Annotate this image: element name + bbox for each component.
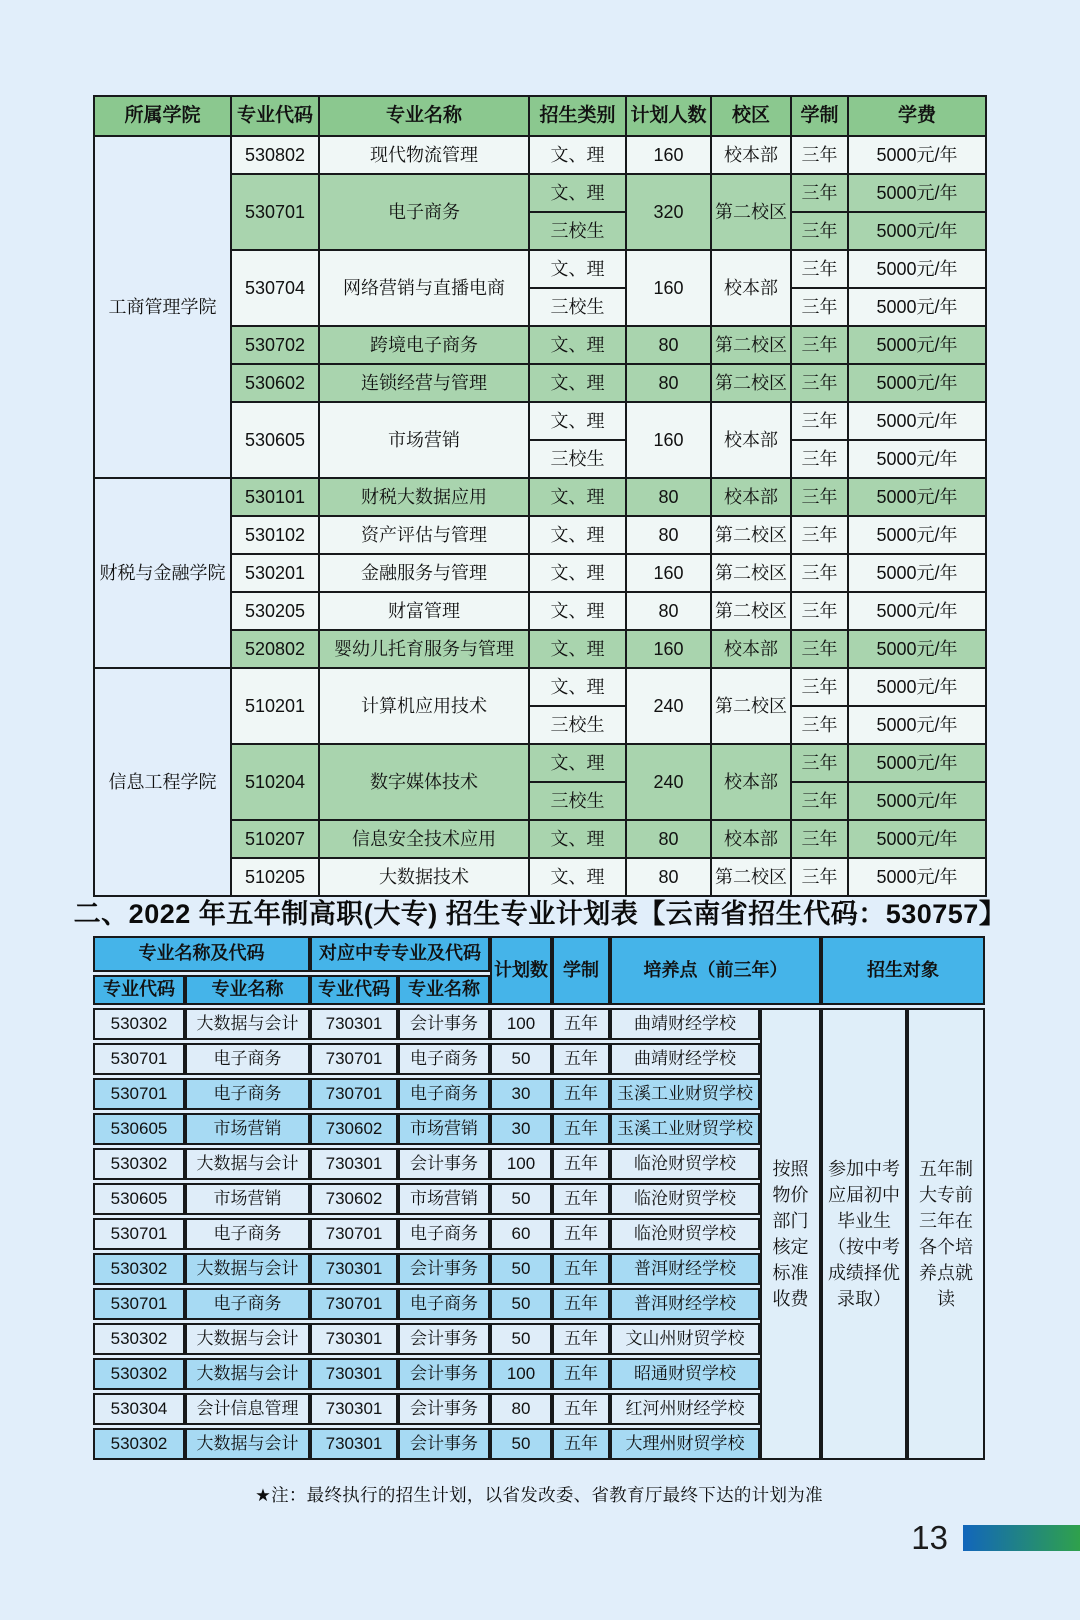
plan-count-cell: 100 [490,1008,552,1040]
major-name-cell: 大数据与会计 [185,1008,310,1040]
plan-count-cell: 100 [490,1358,552,1390]
duration-cell: 三年 [791,630,848,668]
secondary-code-cell: 730701 [310,1043,398,1075]
campus-cell: 第二校区 [711,174,791,250]
category-cell: 三校生 [529,288,626,326]
major-code-cell: 530304 [93,1393,185,1425]
campus-cell: 第二校区 [711,858,791,896]
category-cell: 文、理 [529,364,626,402]
duration-cell: 五年 [552,1148,610,1180]
campus-cell: 校本部 [711,630,791,668]
category-cell: 文、理 [529,592,626,630]
duration-cell: 三年 [791,858,848,896]
plan-count-cell: 50 [490,1323,552,1355]
major-code-cell: 530302 [93,1008,185,1040]
major-code-cell: 510207 [231,820,319,858]
secondary-code-cell: 730301 [310,1253,398,1285]
secondary-code-cell: 730602 [310,1113,398,1145]
major-code-cell: 530605 [93,1113,185,1145]
secondary-code-cell: 730301 [310,1358,398,1390]
category-cell: 文、理 [529,858,626,896]
major-name-cell: 电子商务 [185,1218,310,1250]
college-cell: 工商管理学院 [94,136,231,478]
duration-cell: 三年 [791,174,848,212]
major-name-cell: 财富管理 [319,592,529,630]
campus-cell: 校本部 [711,744,791,820]
major-name-cell: 信息安全技术应用 [319,820,529,858]
secondary-name-cell: 市场营销 [398,1113,490,1145]
major-name-cell: 连锁经营与管理 [319,364,529,402]
duration-cell: 五年 [552,1183,610,1215]
training-site-cell: 玉溪工业财贸学校 [610,1078,760,1110]
duration-cell: 三年 [791,592,848,630]
major-code-cell: 510204 [231,744,319,820]
duration-cell: 三年 [791,516,848,554]
t2-subheader-code: 专业代码 [93,975,185,1005]
plan-count-cell: 240 [626,668,711,744]
major-name-cell: 电子商务 [185,1288,310,1320]
secondary-code-cell: 730301 [310,1323,398,1355]
major-name-cell: 电子商务 [185,1078,310,1110]
major-code-cell: 530701 [93,1288,185,1320]
major-code-cell: 530201 [231,554,319,592]
category-cell: 三校生 [529,440,626,478]
tuition-cell: 5000元/年 [848,174,986,212]
tuition-cell: 5000元/年 [848,364,986,402]
duration-cell: 三年 [791,326,848,364]
t2-header-target: 招生对象 [821,936,985,1005]
secondary-code-cell: 730701 [310,1078,398,1110]
duration-cell: 五年 [552,1008,610,1040]
category-cell: 三校生 [529,706,626,744]
plan-count-cell: 160 [626,250,711,326]
plan-count-cell: 80 [626,478,711,516]
category-cell: 文、理 [529,630,626,668]
major-name-cell: 市场营销 [185,1183,310,1215]
category-cell: 文、理 [529,174,626,212]
secondary-name-cell: 电子商务 [398,1078,490,1110]
major-code-cell: 530802 [231,136,319,174]
duration-cell: 三年 [791,668,848,706]
plan-count-cell: 100 [490,1148,552,1180]
major-name-cell: 婴幼儿托育服务与管理 [319,630,529,668]
major-name-cell: 市场营销 [319,402,529,478]
training-site-cell: 曲靖财经学校 [610,1008,760,1040]
duration-cell: 五年 [552,1218,610,1250]
major-name-cell: 会计信息管理 [185,1393,310,1425]
t1-header-cell: 招生类别 [529,96,626,136]
t2-header-secondary-group: 对应中专专业及代码 [310,936,490,972]
tuition-cell: 5000元/年 [848,554,986,592]
plan-count-cell: 50 [490,1428,552,1460]
major-name-cell: 大数据与会计 [185,1358,310,1390]
three-year-plan-table [93,95,987,897]
major-name-cell: 大数据与会计 [185,1253,310,1285]
major-code-cell: 530701 [231,174,319,250]
tuition-cell: 5000元/年 [848,592,986,630]
duration-cell: 三年 [791,440,848,478]
major-code-cell: 530605 [231,402,319,478]
duration-cell: 三年 [791,706,848,744]
major-code-cell: 510201 [231,668,319,744]
t2-header-duration: 学制 [552,936,610,1005]
t2-header-plan: 计划数 [490,936,552,1005]
category-cell: 文、理 [529,478,626,516]
major-name-cell: 数字媒体技术 [319,744,529,820]
secondary-name-cell: 电子商务 [398,1218,490,1250]
t1-header-cell: 计划人数 [626,96,711,136]
table-row [94,136,986,174]
major-name-cell: 市场营销 [185,1113,310,1145]
tuition-cell: 5000元/年 [848,212,986,250]
t1-header-cell: 所属学院 [94,96,231,136]
plan-count-cell: 80 [490,1393,552,1425]
page-number: 13 [911,1519,948,1556]
training-site-cell: 红河州财经学校 [610,1393,760,1425]
t2-subheader-sec-name: 专业名称 [398,975,490,1005]
duration-cell: 三年 [791,212,848,250]
duration-cell: 五年 [552,1393,610,1425]
secondary-code-cell: 730701 [310,1218,398,1250]
category-cell: 文、理 [529,516,626,554]
t2-group-header-row [93,936,985,972]
plan-count-cell: 30 [490,1113,552,1145]
duration-cell: 三年 [791,250,848,288]
plan-count-cell: 80 [626,364,711,402]
secondary-name-cell: 会计事务 [398,1148,490,1180]
tuition-cell: 5000元/年 [848,706,986,744]
duration-cell: 三年 [791,364,848,402]
major-code-cell: 530605 [93,1183,185,1215]
category-cell: 文、理 [529,554,626,592]
tuition-cell: 5000元/年 [848,516,986,554]
campus-cell: 校本部 [711,478,791,516]
major-name-cell: 资产评估与管理 [319,516,529,554]
duration-cell: 三年 [791,744,848,782]
major-name-cell: 跨境电子商务 [319,326,529,364]
plan-count-cell: 80 [626,592,711,630]
major-name-cell: 网络营销与直播电商 [319,250,529,326]
category-cell: 文、理 [529,820,626,858]
target-note-cell: 五年制大专前三年在各个培养点就读 [907,1008,985,1460]
category-cell: 文、理 [529,136,626,174]
tuition-cell: 5000元/年 [848,630,986,668]
major-code-cell: 530302 [93,1148,185,1180]
category-cell: 文、理 [529,402,626,440]
major-name-cell: 金融服务与管理 [319,554,529,592]
secondary-code-cell: 730301 [310,1393,398,1425]
tuition-cell: 5000元/年 [848,478,986,516]
plan-count-cell: 80 [626,326,711,364]
major-code-cell: 530102 [231,516,319,554]
secondary-name-cell: 会计事务 [398,1253,490,1285]
t1-header-cell: 学费 [848,96,986,136]
secondary-name-cell: 会计事务 [398,1358,490,1390]
t1-header-cell: 专业代码 [231,96,319,136]
major-name-cell: 电子商务 [185,1043,310,1075]
secondary-name-cell: 会计事务 [398,1428,490,1460]
major-name-cell: 电子商务 [319,174,529,250]
plan-count-cell: 160 [626,136,711,174]
duration-cell: 五年 [552,1078,610,1110]
t1-header-cell: 专业名称 [319,96,529,136]
duration-cell: 五年 [552,1428,610,1460]
tuition-cell: 5000元/年 [848,782,986,820]
plan-count-cell: 80 [626,858,711,896]
plan-count-cell: 160 [626,554,711,592]
plan-count-cell: 50 [490,1253,552,1285]
major-code-cell: 530702 [231,326,319,364]
duration-cell: 三年 [791,820,848,858]
campus-cell: 第二校区 [711,668,791,744]
major-code-cell: 530704 [231,250,319,326]
t2-subheader-sec-code: 专业代码 [310,975,398,1005]
major-code-cell: 530701 [93,1218,185,1250]
secondary-name-cell: 电子商务 [398,1043,490,1075]
campus-cell: 校本部 [711,250,791,326]
tuition-cell: 5000元/年 [848,668,986,706]
tuition-cell: 5000元/年 [848,402,986,440]
section-title: 二、2022 年五年制高职(大专) 招生专业计划表【云南省招生代码：530757】 [73,899,1007,929]
table-row [94,478,986,516]
duration-cell: 五年 [552,1253,610,1285]
plan-count-cell: 160 [626,630,711,668]
table-row [93,1008,985,1040]
secondary-code-cell: 730301 [310,1148,398,1180]
major-code-cell: 530302 [93,1358,185,1390]
training-site-cell: 普洱财经学校 [610,1288,760,1320]
plan-count-cell: 160 [626,402,711,478]
training-site-cell: 普洱财经学校 [610,1253,760,1285]
tuition-cell: 5000元/年 [848,288,986,326]
t1-header-cell: 学制 [791,96,848,136]
t2-header-major-group: 专业名称及代码 [93,936,310,972]
duration-cell: 三年 [791,136,848,174]
major-code-cell: 530302 [93,1428,185,1460]
category-cell: 文、理 [529,326,626,364]
tuition-cell: 5000元/年 [848,326,986,364]
campus-cell: 第二校区 [711,516,791,554]
t2-header-site: 培养点（前三年） [610,936,821,1005]
plan-count-cell: 60 [490,1218,552,1250]
plan-count-cell: 50 [490,1288,552,1320]
plan-count-cell: 320 [626,174,711,250]
major-code-cell: 530701 [93,1043,185,1075]
t2-subheader-name: 专业名称 [185,975,310,1005]
training-site-cell: 临沧财贸学校 [610,1218,760,1250]
category-cell: 三校生 [529,782,626,820]
training-site-cell: 临沧财贸学校 [610,1148,760,1180]
plan-count-cell: 50 [490,1043,552,1075]
duration-cell: 三年 [791,478,848,516]
plan-count-cell: 240 [626,744,711,820]
plan-count-cell: 30 [490,1078,552,1110]
footnote: ★注：最终执行的招生计划，以省发改委、省教育厅最终下达的计划为准 [255,1485,823,1505]
major-code-cell: 530302 [93,1253,185,1285]
college-cell: 财税与金融学院 [94,478,231,668]
plan-count-cell: 80 [626,516,711,554]
secondary-name-cell: 会计事务 [398,1323,490,1355]
campus-cell: 校本部 [711,402,791,478]
table-row [94,668,986,706]
category-cell: 文、理 [529,744,626,782]
duration-cell: 五年 [552,1288,610,1320]
secondary-name-cell: 会计事务 [398,1008,490,1040]
secondary-code-cell: 730301 [310,1428,398,1460]
t1-header-cell: 校区 [711,96,791,136]
training-site-cell: 临沧财贸学校 [610,1183,760,1215]
major-code-cell: 530101 [231,478,319,516]
major-name-cell: 现代物流管理 [319,136,529,174]
major-code-cell: 520802 [231,630,319,668]
training-site-cell: 曲靖财经学校 [610,1043,760,1075]
category-cell: 三校生 [529,212,626,250]
training-site-cell: 大理州财贸学校 [610,1428,760,1460]
major-name-cell: 大数据与会计 [185,1428,310,1460]
major-code-cell: 530205 [231,592,319,630]
major-name-cell: 大数据与会计 [185,1148,310,1180]
tuition-cell: 5000元/年 [848,440,986,478]
duration-cell: 五年 [552,1113,610,1145]
duration-cell: 三年 [791,782,848,820]
page-footer-gradient-bar [963,1525,1080,1551]
secondary-code-cell: 730602 [310,1183,398,1215]
tuition-cell: 5000元/年 [848,744,986,782]
t1-header-row [94,96,986,136]
tuition-cell: 5000元/年 [848,858,986,896]
campus-cell: 第二校区 [711,554,791,592]
campus-cell: 第二校区 [711,326,791,364]
campus-cell: 校本部 [711,820,791,858]
secondary-code-cell: 730701 [310,1288,398,1320]
category-cell: 文、理 [529,668,626,706]
plan-count-cell: 80 [626,820,711,858]
major-name-cell: 大数据与会计 [185,1323,310,1355]
duration-cell: 五年 [552,1323,610,1355]
major-code-cell: 530701 [93,1078,185,1110]
training-site-cell: 文山州财贸学校 [610,1323,760,1355]
duration-cell: 三年 [791,288,848,326]
campus-cell: 校本部 [711,136,791,174]
duration-cell: 三年 [791,402,848,440]
tuition-cell: 5000元/年 [848,250,986,288]
target-note-cell: 参加中考应届初中毕业生（按中考成绩择优录取） [821,1008,907,1460]
training-site-cell: 昭通财贸学校 [610,1358,760,1390]
duration-cell: 三年 [791,554,848,592]
major-name-cell: 财税大数据应用 [319,478,529,516]
page-footer [0,1521,1080,1555]
secondary-name-cell: 电子商务 [398,1288,490,1320]
secondary-code-cell: 730301 [310,1008,398,1040]
secondary-name-cell: 市场营销 [398,1183,490,1215]
plan-count-cell: 50 [490,1183,552,1215]
campus-cell: 第二校区 [711,364,791,402]
major-code-cell: 510205 [231,858,319,896]
tuition-cell: 5000元/年 [848,136,986,174]
five-year-plan-table [93,933,985,1463]
tuition-cell: 5000元/年 [848,820,986,858]
duration-cell: 五年 [552,1043,610,1075]
secondary-name-cell: 会计事务 [398,1393,490,1425]
campus-cell: 第二校区 [711,592,791,630]
category-cell: 文、理 [529,250,626,288]
major-code-cell: 530602 [231,364,319,402]
major-name-cell: 计算机应用技术 [319,668,529,744]
training-site-cell: 玉溪工业财贸学校 [610,1113,760,1145]
major-name-cell: 大数据技术 [319,858,529,896]
duration-cell: 五年 [552,1358,610,1390]
college-cell: 信息工程学院 [94,668,231,896]
fee-note-cell: 按照物价部门核定标准收费 [760,1008,821,1460]
major-code-cell: 530302 [93,1323,185,1355]
